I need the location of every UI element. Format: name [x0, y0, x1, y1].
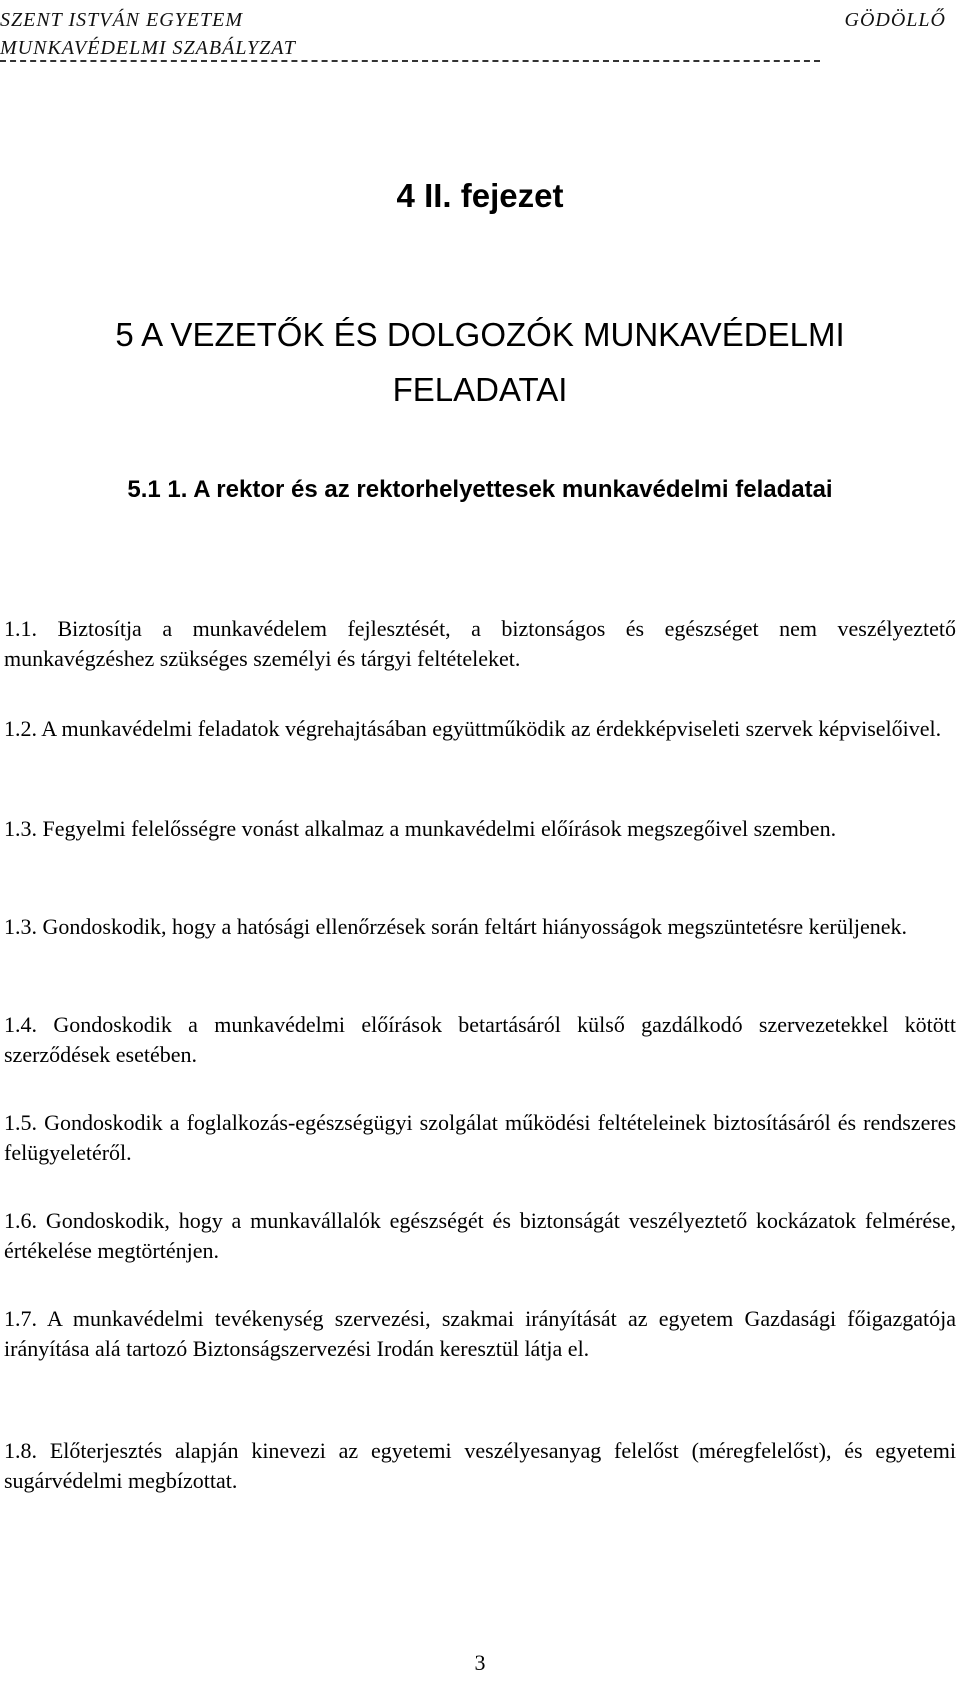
header-document-title: MUNKAVÉDELMI SZABÁLYZAT [0, 37, 296, 59]
list-item [4, 1436, 956, 1496]
item-text: Gondoskodik, hogy a munkavállalók egészségét és biztonságát veszélyeztető kockázatok felmérése, értékelése megtörténjen. [4, 1208, 956, 1263]
list-item [4, 1206, 956, 1266]
page-number: 3 [474, 1650, 486, 1675]
list-item [4, 614, 956, 674]
item-text: Előterjesztés alapján kinevezi az egyetemi veszélyesanyag felelőst (méregfelelőst), és egyetemi sugárvédelmi megbízottat. [4, 1438, 956, 1493]
item-number: 1.1. [4, 616, 37, 641]
item-number: 1.6. [4, 1208, 37, 1233]
item-number: 1.3. [4, 816, 37, 841]
subsection-heading: 5.1 1. A rektor és az rektorhelyettesek munkavédelmi feladatai [127, 476, 833, 503]
item-number: 1.7. [4, 1306, 37, 1331]
item-text: Biztosítja a munkavédelem fejlesztését, a biztonságos és egészséget nem veszélyeztető munkavégzéshez szükséges személyi és tárgyi feltételeket. [4, 616, 956, 671]
list-item [4, 1304, 956, 1364]
header-city: GÖDÖLLŐ [844, 9, 946, 31]
item-number: 1.2. [4, 716, 37, 741]
item-text: A munkavédelmi tevékenység szervezési, szakmai irányítását az egyetem Gazdasági főigazgatója irányítása alá tartozó Biztonságszervezési Irodán keresztül látja el. [4, 1306, 956, 1361]
item-text: Gondoskodik a munkavédelmi előírások betartásáról külső gazdálkodó szervezetekkel kötött szerződések esetében. [4, 1012, 957, 1067]
item-text: A munkavédelmi feladatok végrehajtásában együttműködik az érdekképviseleti szervek képviselőivel. [41, 716, 942, 741]
item-number: 1.3. [4, 914, 37, 939]
item-text: Gondoskodik a foglalkozás-egészségügyi szolgálat működési feltételeinek biztosításáról és rendszeres felügyeletéről. [4, 1110, 957, 1165]
list-item [4, 814, 956, 844]
chapter-heading: 4 II. fejezet [396, 177, 564, 214]
section-heading: 5 A VEZETŐK ÉS DOLGOZÓK MUNKAVÉDELMI FELADATAI [115, 316, 845, 408]
list-item [4, 714, 956, 744]
running-header-left [0, 6, 640, 62]
item-number: 1.5. [4, 1110, 37, 1135]
list-item [4, 1010, 956, 1070]
item-text: Gondoskodik, hogy a hatósági ellenőrzések során feltárt hiányosságok megszüntetésre kerüljenek. [42, 914, 907, 939]
item-text: Fegyelmi felelősségre vonást alkalmaz a munkavédelmi előírások megszegőivel szemben. [42, 816, 837, 841]
header-divider [0, 60, 820, 62]
list-item [4, 912, 956, 942]
header-university: SZENT ISTVÁN EGYETEM [0, 9, 243, 31]
item-number: 1.8. [4, 1438, 37, 1463]
list-item [4, 1108, 956, 1168]
item-number: 1.4. [4, 1012, 37, 1037]
